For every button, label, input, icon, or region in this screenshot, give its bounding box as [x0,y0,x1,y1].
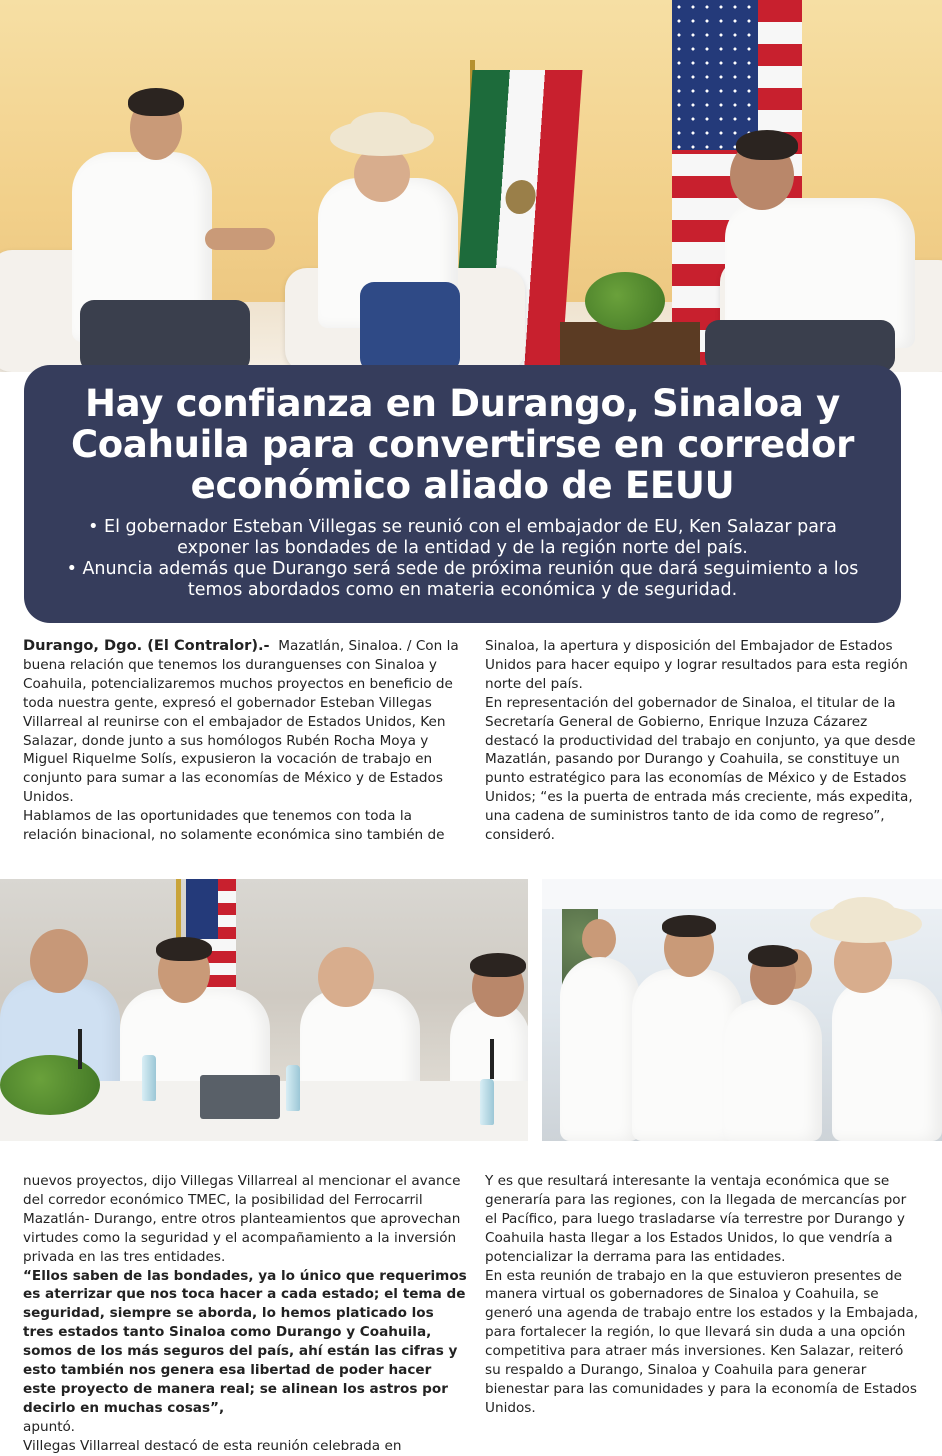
text-column-1 [23,637,463,845]
headline-box [24,365,901,623]
paragraph [23,637,463,807]
paragraph: nuevos proyectos, dijo Villegas Villarreal al mencionar el avance del corredor económico TMEC, la posibilidad del Ferrocarril Mazatlán- Durango, entre otros planteamientos que aprovechan virtudes como la seguridad y el acompañamiento a la inversión privada en las tres entidades. [23,1173,461,1265]
paragraph: apuntó. [23,1418,75,1435]
summary-bullets [52,517,873,601]
summary-bullet: • El gobernador Esteban Villegas se reunió con el embajador de EU, Ken Salazar para exponer las bondades de la entidad y de la región norte del país. [88,517,837,558]
handshake-photo [542,879,942,1141]
paragraph: Y es que resultará interesante la ventaja económica que se generaría para las regiones, con la llegada de mercancías por el Pacífico, para luego trasladarse vía terrestre por Durango y Coahuila hasta llegar a los Estados Unidos, lo que vendría a potencializar la derrama para las entidades. [485,1173,907,1265]
paragraph: Villegas Villarreal destacó de esta reunión celebrada en [23,1437,402,1454]
hero-photo [0,0,942,372]
headline: Hay confianza en Durango, Sinaloa y Coahuila para convertirse en corredor económico aliado de EEUU [70,382,855,507]
paragraph: Sinaloa, la apertura y disposición del Embajador de Estados Unidos para hacer equipo y lograr resultados para esta región norte del país. [485,638,908,692]
meeting-table-photo [0,879,528,1141]
flower-arrangement [585,272,665,330]
paragraph-text: Mazatlán, Sinaloa. / Con la buena relación que tenemos los duranguenses con Sinaloa y Coahuila, potencializaremos muchos proyectos en beneficio de toda nuestra gente, expresó el gobernador Esteban Villegas Villarreal al reunirse con el embajador de Estados Unidos, Ken Salazar, donde junto a sus homólogos Rubén Rocha Moya y Miguel Riquelme Solís, expusieron la vocación de trabajo en conjunto para sumar a las economías de México y de Estados Unidos. [23,638,459,806]
paragraph: En representación del gobernador de Sinaloa, el titular de la Secretaría General de Gobierno, Enrique Inzuza Cázarez destacó la productividad del trabajo en conjunto, ya que desde Mazatlán, pasando por Durango y Coahuila, se constituye un punto estratégico para las economías de México y de Estados Unidos; “es la puerta de entrada más creciente, más expedita, una cadena de suministros tanto de ida como de regreso”, consideró. [485,694,916,844]
summary-bullet: • Anuncia además que Durango será sede de próxima reunión que dará seguimiento a los temos abordados como en materia económica y de seguridad. [66,559,859,600]
text-column-3 [23,1172,468,1456]
quote: “Ellos saben de las bondades, ya lo único que requerimos es aterrizar que nos toca hacer a cada estado; el tema de seguridad, siempre se aborda, lo hemos platicado los tres estados tanto Sinaloa como Durango y Coahuila, somos de los más seguros del país, ahí están las cifras y esto también nos genera esa libertad de poder hacer este proyecto de manera real; se alinean los astros por decirlo en muchas cosas”, [23,1267,467,1416]
text-column-2 [485,637,920,845]
paragraph: En esta reunión de trabajo en la que estuvieron presentes de manera virtual os gobernadores de Sinaloa y Coahuila, se generó una agenda de trabajo entre los estados y la Embajada, para fortalecer la región, lo que llevará sin duda a una opción competitiva para atraer más inversiones. Ken Salazar, reiteró su respaldo a Durango, Sinaloa y Coahuila para generar bienestar para las comunidades y para la economía de Estados Unidos. [485,1267,919,1416]
dateline: Durango, Dgo. (El Contralor).- [23,637,270,654]
paragraph: Hablamos de las oportunidades que tenemos con toda la relación binacional, no solamente económica sino también de [23,808,445,844]
text-column-4 [485,1172,920,1418]
